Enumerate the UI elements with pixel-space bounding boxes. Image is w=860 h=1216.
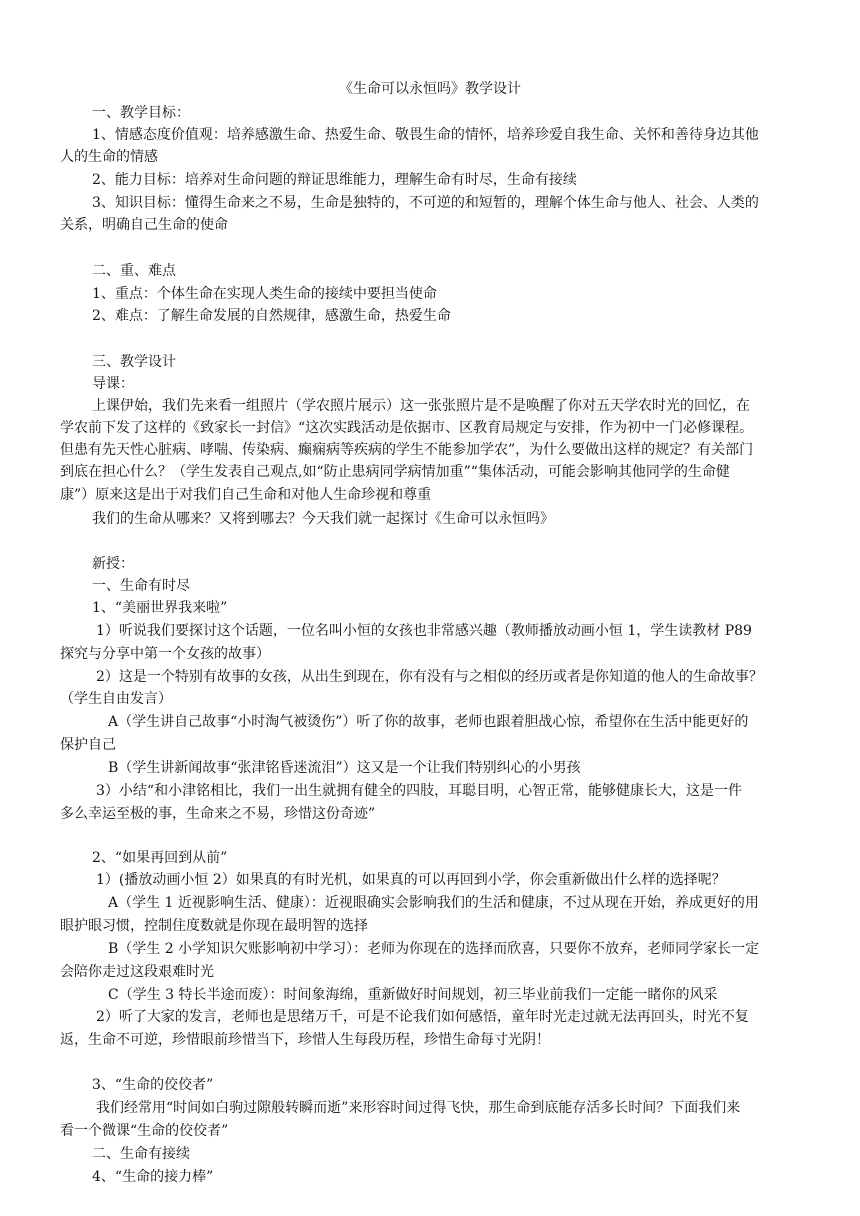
paragraph-line: 2、能力目标：培养对生命问题的辩证思维能力，理解生命有时尽，生命有接续 (92, 172, 577, 188)
subheading-item: 2、“如果再回到从前” (92, 850, 228, 866)
paragraph-line: 1）听说我们要探讨这个话题，一位名叫小恒的女孩也非常感兴趣（教师播放动画小恒 1，学生读教材 P89 (96, 623, 752, 639)
paragraph-line: 学农前下发了这样的《致家长一封信》“这次实践活动是依据市、区教育局规定与安排，作为初中一门必修课程。 (60, 420, 754, 436)
paragraph-line: 保护自己 (60, 737, 116, 753)
paragraph-line: 但患有先天性心脏病、哮喘、传染病、癫痫病等疾病的学生不能参加学农”，为什么要做出这样的规定？有关部门 (60, 442, 754, 458)
section-heading-life-continues: 二、生命有接续 (92, 1146, 190, 1162)
subheading-item: 3、“生命的佼佼者” (92, 1077, 214, 1093)
paragraph-line: 3、知识目标：懂得生命来之不易，生命是独特的，不可逆的和短暂的，理解个体生命与他人、社会、人类的 (92, 195, 759, 211)
paragraph-line: A（学生讲自己故事“小时淘气被烫伤”）听了你的故事，老师也跟着胆战心惊，希望你在生活中能更好的 (108, 714, 749, 730)
subheading-item: 4、“生命的接力棒” (92, 1169, 214, 1185)
paragraph-line: 1）(播放动画小恒 2）如果真的有时光机，如果真的可以再回到小学，你会重新做出什么样的选择呢？ (96, 872, 726, 888)
section-heading-key-points: 二、重、难点 (92, 263, 176, 279)
document-title: 《生命可以永恒吗》教学设计 (339, 81, 521, 97)
section-heading-life-ends: 一、生命有时尽 (92, 578, 190, 594)
paragraph-line: 看一个微课“生命的佼佼者” (60, 1123, 229, 1139)
subheading-intro: 导课： (92, 376, 134, 392)
paragraph-line: 康”）原来这是出于对我们自己生命和对他人生命珍视和尊重 (60, 487, 432, 503)
paragraph-line: 我们经常用“时间如白驹过隙般转瞬而逝”来形容时间过得飞快，那生命到底能存活多长时间？下面我们来 (96, 1100, 741, 1116)
paragraph-line: 会陪你走过这段艰难时光 (60, 964, 214, 980)
subheading-new-lesson: 新授： (92, 556, 134, 572)
paragraph-line: 上课伊始，我们先来看一组照片（学农照片展示）这一张张照片是不是唤醒了你对五天学农时光的回忆，在 (92, 398, 750, 414)
paragraph-line: 我们的生命从哪来？又将到哪去？今天我们就一起探讨《生命可以永恒吗》 (92, 511, 554, 527)
section-heading-objectives: 一、教学目标： (92, 105, 190, 121)
paragraph-line: 2）听了大家的发言，老师也是思绪万千，可是不论我们如何感悟，童年时光走过就无法再回头，时光不复 (96, 1009, 749, 1025)
paragraph-line: A（学生 1 近视影响生活、健康）：近视眼确实会影响我们的生活和健康，不过从现在开始，养成更好的用 (108, 895, 759, 911)
paragraph-line: 到底在担心什么？（学生发表自己观点,如“防止患病同学病情加重”“集体活动，可能会影响其他同学的生命健 (60, 464, 730, 480)
paragraph-line: 2、难点：了解生命发展的自然规律，感激生命，热爱生命 (92, 308, 451, 324)
paragraph-line: 探究与分享中第一个女孩的故事） (60, 646, 270, 662)
paragraph-line: 关系，明确自己生命的使命 (60, 217, 228, 233)
paragraph-line: C（学生 3 特长半途而废）：时间象海绵，重新做好时间规划，初三毕业前我们一定能一睹你的风采 (108, 987, 718, 1003)
paragraph-line: 眼护眼习惯，控制住度数就是你现在最明智的选择 (60, 918, 368, 934)
paragraph-line: 2）这是一个特别有故事的女孩，从出生到现在，你有没有与之相似的经历或者是你知道的他人的生命故事？ (96, 669, 763, 685)
paragraph-line: （学生自由发言） (60, 691, 172, 707)
section-heading-design: 三、教学设计 (92, 354, 176, 370)
paragraph-line: 多么幸运至极的事，生命来之不易，珍惜这份奇迹” (60, 806, 376, 822)
paragraph-line: B（学生 2 小学知识欠账影响初中学习）：老师为你现在的选择而欣喜，只要你不放弃，老师同学家长一定 (108, 941, 760, 957)
subheading-item: 1、“美丽世界我来啦” (92, 600, 228, 616)
paragraph-line: 人的生命的情感 (60, 149, 158, 165)
paragraph-line: 返，生命不可逆，珍惜眼前珍惜当下，珍惜人生每段历程，珍惜生命每寸光阴！ (60, 1032, 550, 1048)
paragraph-line: 3）小结“和小津铭相比，我们一出生就拥有健全的四肢，耳聪目明，心智正常，能够健康长大，这是一件 (96, 783, 743, 799)
paragraph-line: 1、重点：个体生命在实现人类生命的接续中要担当使命 (92, 286, 437, 302)
paragraph-line: 1、情感态度价值观：培养感激生命、热爱生命、敬畏生命的情怀，培养珍爱自我生命、关怀和善待身边其他 (92, 127, 759, 143)
paragraph-line: B（学生讲新闻故事“张津铭昏迷流泪”）这又是一个让我们特别纠心的小男孩 (108, 760, 581, 776)
